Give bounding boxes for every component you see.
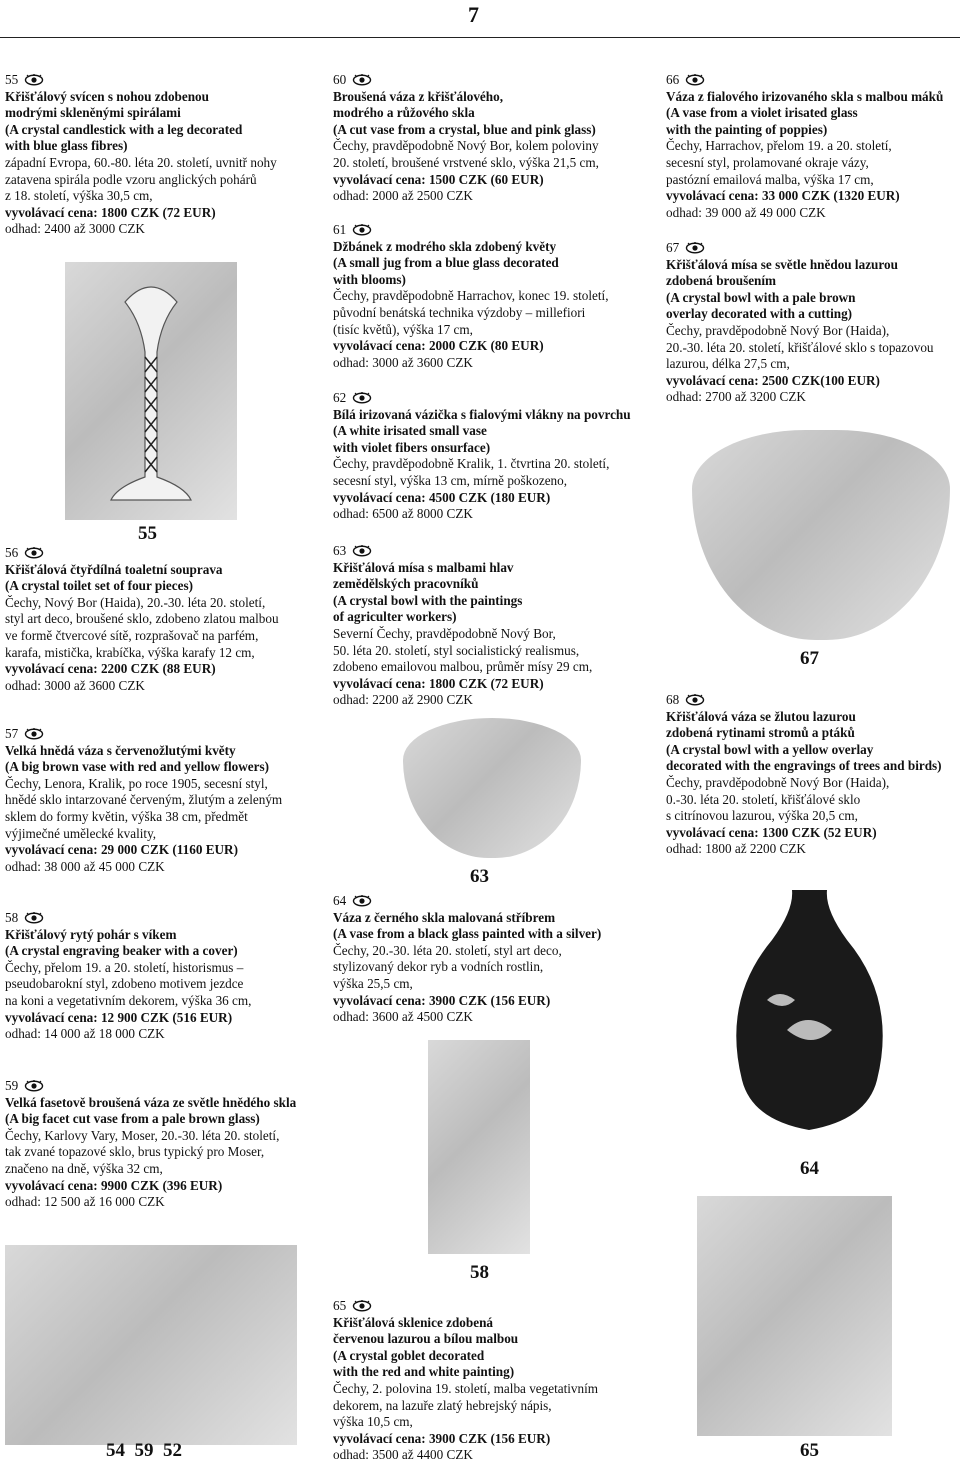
entry-line: pseudobarokní styl, zdobeno motivem jezdce: [5, 976, 244, 992]
entry-line: tak zvané topazové sklo, brus typický pro Moser,: [5, 1144, 265, 1160]
entry-line: styl art deco, broušené sklo, zdobeno zlatou malbou: [5, 611, 279, 627]
eye-icon: [352, 545, 372, 557]
photo-63-bowl: [403, 718, 581, 858]
entry-61: [333, 222, 609, 371]
entry-line: (A crystal candlestick with a leg decorated: [5, 121, 243, 137]
caption-67: 67: [800, 648, 819, 669]
entry-line: (tisíc květů), výška 17 cm,: [333, 321, 473, 337]
entry-line: 50. léta 20. století, styl socialistický realismus,: [333, 642, 580, 658]
entry-line: Velká fasetově broušená váza ze světle hnědého skla: [5, 1094, 297, 1110]
entry-line: výška 10,5 cm,: [333, 1414, 413, 1430]
entry-line: zdobená broušením: [666, 273, 777, 289]
entry-line: výška 25,5 cm,: [333, 975, 413, 991]
entry-line: červenou lazurou a bílou malbou: [333, 1331, 519, 1347]
entry-line: Čechy, pravděpodobně Harrachov, konec 19. století,: [333, 288, 609, 304]
entry-line: (A crystal bowl with the paintings: [333, 592, 523, 608]
lot-number: 56: [5, 545, 279, 562]
lot-number: 68: [666, 692, 942, 709]
entry-line: vyvolávací cena: 2500 CZK(100 EUR): [666, 372, 880, 388]
entry-line: (A crystal goblet decorated: [333, 1347, 485, 1363]
entry-line: vyvolávací cena: 9900 CZK (396 EUR): [5, 1177, 223, 1193]
entry-line: secesní styl, výška 13 cm, mírně poškozeno,: [333, 472, 568, 488]
entry-line: with blue glass fibres): [5, 138, 128, 154]
photo-67-bowl: [692, 430, 950, 640]
entry-line: odhad: 2400 až 3000 CZK: [5, 221, 145, 237]
entry-line: západní Evropa, 60.-80. léta 20. století, uvnitř nohy: [5, 154, 277, 170]
entry-line: secesní styl, prolamované okraje vázy,: [666, 154, 869, 170]
lot-number: 58: [5, 910, 251, 927]
entry-65: [333, 1298, 598, 1464]
entry-line: Čechy, pravděpodobně Nový Bor, kolem poloviny: [333, 138, 599, 154]
lot-number: 60: [333, 72, 599, 89]
entry-line: with the painting of poppies): [666, 121, 828, 137]
entry-line: ve formě čtvercové sítě, rozprašovač na parfém,: [5, 627, 259, 643]
entry-line: vyvolávací cena: 1300 CZK (52 EUR): [666, 824, 877, 840]
eye-icon: [352, 224, 372, 236]
entry-line: Bílá irizovaná vázička s fialovými vlákny na povrchu: [333, 406, 631, 422]
entry-line: na koni a vegetativním dekorem, výška 36 cm,: [5, 992, 252, 1008]
entry-line: vyvolávací cena: 1500 CZK (60 EUR): [333, 171, 544, 187]
entry-line: (A crystal bowl with a pale brown: [666, 289, 856, 305]
entry-line: vyvolávací cena: 4500 CZK (180 EUR): [333, 489, 551, 505]
entry-line: Čechy, pravděpodobně Nový Bor (Haida),: [666, 774, 890, 790]
entry-63: [333, 543, 592, 709]
entry-62: [333, 390, 631, 523]
entry-line: Čechy, Karlovy Vary, Moser, 20.-30. léta 20. století,: [5, 1127, 280, 1143]
entry-line: Čechy, Harrachov, přelom 19. a 20. století,: [666, 138, 892, 154]
entry-line: (A vase from a violet irisated glass: [666, 105, 858, 121]
entry-line: značeno na dně, výška 32 cm,: [5, 1160, 163, 1176]
entry-line: decorated with the engravings of trees and birds): [666, 758, 942, 774]
eye-icon: [352, 74, 372, 86]
entry-line: zdobeno emailovou malbou, průměr mísy 29 cm,: [333, 659, 593, 675]
caption-63: 63: [470, 866, 489, 887]
entry-line: Křišťálová mísa s malbami hlav: [333, 559, 514, 575]
photo-65-goblet: [697, 1196, 892, 1436]
entry-line: zatavena spirála podle vzoru anglických pohárů: [5, 171, 257, 187]
photo-58-beaker: [428, 1040, 530, 1254]
entry-line: Čechy, pravděpodobně Kralik, 1. čtvrtina 20. století,: [333, 456, 610, 472]
entry-line: Severní Čechy, pravděpodobně Nový Bor,: [333, 625, 556, 641]
eye-icon: [685, 74, 705, 86]
lot-number: 59: [5, 1078, 296, 1095]
entry-line: vyvolávací cena: 33 000 CZK (1320 EUR): [666, 188, 900, 204]
entry-line: odhad: 12 500 až 16 000 CZK: [5, 1194, 165, 1210]
entry-line: dekorem, na lazuře zlatý hebrejský nápis,: [333, 1397, 552, 1413]
lot-number: 57: [5, 726, 282, 743]
entry-line: with the red and white painting): [333, 1364, 515, 1380]
entry-line: Křišťálová sklenice zdobená: [333, 1314, 493, 1330]
entry-line: zdobená rytinami stromů a ptáků: [666, 725, 855, 741]
entry-line: odhad: 6500 až 8000 CZK: [333, 506, 473, 522]
caption-55: 55: [138, 523, 157, 544]
entry-line: vyvolávací cena: 12 900 CZK (516 EUR): [5, 1009, 233, 1025]
entry-line: zemědělských pracovníků: [333, 576, 479, 592]
entry-line: with violet fibers onsurface): [333, 439, 491, 455]
entry-line: (A vase from a black glass painted with a silver): [333, 926, 602, 942]
entry-line: Čechy, 2. polovina 19. století, malba vegetativním: [333, 1380, 599, 1396]
entry-line: (A small jug from a blue glass decorated: [333, 255, 559, 271]
entry-line: původní benátská technika výzdoby – millefiori: [333, 304, 586, 320]
lot-number: 67: [666, 240, 934, 257]
page-number: 7: [468, 2, 479, 27]
entry-line: s citrínovou lazurou, výška 20,5 cm,: [666, 808, 858, 824]
entry-line: Čechy, Nový Bor (Haida), 20.-30. léta 20. století,: [5, 594, 266, 610]
entry-line: vyvolávací cena: 3900 CZK (156 EUR): [333, 992, 551, 1008]
entry-line: Váza z fialového irizovaného skla s malbou máků: [666, 88, 944, 104]
entry-line: Čechy, 20.-30. léta 20. století, styl art deco,: [333, 942, 562, 958]
entry-line: Křišťálová mísa se světle hnědou lazurou: [666, 256, 898, 272]
entry-line: odhad: 2000 až 2500 CZK: [333, 188, 473, 204]
entry-59: [5, 1078, 296, 1211]
entry-line: Křišťálová čtyřdílná toaletní souprava: [5, 561, 223, 577]
entry-60: [333, 72, 599, 205]
entry-line: modrého a růžového skla: [333, 105, 475, 121]
eye-icon: [352, 392, 372, 404]
entry-57: [5, 726, 282, 875]
lot-number: 55: [5, 72, 277, 89]
entry-line: (A big facet cut vase from a pale brown glass): [5, 1111, 260, 1127]
entry-line: odhad: 1800 až 2200 CZK: [666, 841, 806, 857]
entry-line: (A crystal toilet set of four pieces): [5, 578, 193, 594]
entry-line: of agriculter workers): [333, 609, 457, 625]
entry-line: vyvolávací cena: 2000 CZK (80 EUR): [333, 338, 544, 354]
entry-line: with blooms): [333, 271, 406, 287]
entry-66: [666, 72, 943, 221]
eye-icon: [24, 1080, 44, 1092]
entry-line: 20. století, broušené vrstvené sklo, výška 21,5 cm,: [333, 154, 599, 170]
lot-number: 64: [333, 893, 601, 910]
entry-line: vyvolávací cena: 1800 CZK (72 EUR): [333, 675, 544, 691]
entry-line: (A cut vase from a crystal, blue and pink glass): [333, 121, 596, 137]
eye-icon: [24, 912, 44, 924]
entry-line: odhad: 3000 až 3600 CZK: [333, 354, 473, 370]
entry-line: overlay decorated with a cutting): [666, 306, 853, 322]
entry-line: odhad: 2200 až 2900 CZK: [333, 692, 473, 708]
entry-line: vyvolávací cena: 29 000 CZK (1160 EUR): [5, 842, 238, 858]
candlestick-illustration: [65, 262, 237, 520]
entry-line: Křišťálová váza se žlutou lazurou: [666, 708, 856, 724]
page-number-tab: [454, 0, 506, 37]
entry-line: odhad: 39 000 až 49 000 CZK: [666, 204, 826, 220]
entry-line: z 18. století, výška 30,5 cm,: [5, 188, 153, 204]
entry-line: karafa, mistička, krabíčka, výška karafy 12 cm,: [5, 644, 255, 660]
entry-line: pastózní emailová malba, výška 17 cm,: [666, 171, 874, 187]
entry-68: [666, 692, 942, 858]
entry-line: odhad: 3500 až 4400 CZK: [333, 1447, 473, 1463]
entry-line: Křišťálový svícen s nohou zdobenou: [5, 88, 209, 104]
lot-number: 62: [333, 390, 631, 407]
entry-line: odhad: 3600 až 4500 CZK: [333, 1009, 473, 1025]
entry-line: Váza z černého skla malovaná stříbrem: [333, 909, 556, 925]
entry-line: výjimečné umělecké kvality,: [5, 825, 157, 841]
entry-line: vyvolávací cena: 1800 CZK (72 EUR): [5, 204, 216, 220]
entry-line: Broušená váza z křišťálového,: [333, 88, 504, 104]
entry-line: Velká hnědá váza s červenožlutými květy: [5, 742, 236, 758]
entry-64: [333, 893, 601, 1026]
entry-line: Čechy, Lenora, Kralik, po roce 1905, secesní styl,: [5, 775, 268, 791]
entry-line: Čechy, pravděpodobně Nový Bor (Haida),: [666, 322, 890, 338]
entry-55: [5, 72, 277, 238]
entry-line: sklem do formy květin, výška 38 cm, předmět: [5, 808, 248, 824]
eye-icon: [685, 694, 705, 706]
lot-number: 63: [333, 543, 592, 560]
entry-line: vyvolávací cena: 2200 CZK (88 EUR): [5, 661, 216, 677]
eye-icon: [685, 242, 705, 254]
entry-line: Džbánek z modrého skla zdobený květy: [333, 238, 557, 254]
entry-line: (A big brown vase with red and yellow flowers): [5, 759, 269, 775]
eye-icon: [24, 74, 44, 86]
entry-line: lazurou, délka 27,5 cm,: [666, 356, 790, 372]
entry-67: [666, 240, 934, 406]
entry-line: vyvolávací cena: 3900 CZK (156 EUR): [333, 1430, 551, 1446]
entry-58: [5, 910, 251, 1043]
entry-line: Křišťálový rytý pohár s víkem: [5, 926, 177, 942]
caption-65: 65: [800, 1440, 819, 1461]
entry-line: modrými skleněnými spirálami: [5, 105, 181, 121]
entry-56: [5, 545, 279, 694]
caption-58: 58: [470, 1262, 489, 1283]
eye-icon: [24, 728, 44, 740]
entry-line: 0.-30. léta 20. století, křišťálové sklo: [666, 791, 861, 807]
photo-54-59-52-vases: [5, 1245, 297, 1445]
eye-icon: [352, 1300, 372, 1312]
eye-icon: [24, 547, 44, 559]
entry-line: (A crystal engraving beaker with a cover): [5, 943, 238, 959]
entry-line: odhad: 38 000 až 45 000 CZK: [5, 858, 165, 874]
entry-line: (A white irisated small vase: [333, 423, 487, 439]
entry-line: Čechy, přelom 19. a 20. století, historismus –: [5, 959, 244, 975]
entry-line: odhad: 2700 až 3200 CZK: [666, 389, 806, 405]
lot-number: 65: [333, 1298, 598, 1315]
lot-number: 61: [333, 222, 609, 239]
black-vase-illustration: [697, 880, 922, 1142]
entry-line: odhad: 14 000 až 18 000 CZK: [5, 1026, 165, 1042]
caption-64: 64: [800, 1158, 819, 1179]
entry-line: (A crystal bowl with a yellow overlay: [666, 741, 874, 757]
caption-54-59-52: 54 59 52: [106, 1440, 182, 1461]
entry-line: stylizovaný dekor ryb a vodních rostlin,: [333, 959, 544, 975]
eye-icon: [352, 895, 372, 907]
entry-line: 20.-30. léta 20. století, křišťálové sklo s topazovou: [666, 339, 934, 355]
lot-number: 66: [666, 72, 943, 89]
entry-line: hnědé sklo intarzované červeným, žlutým a zeleným: [5, 792, 283, 808]
entry-line: odhad: 3000 až 3600 CZK: [5, 677, 145, 693]
